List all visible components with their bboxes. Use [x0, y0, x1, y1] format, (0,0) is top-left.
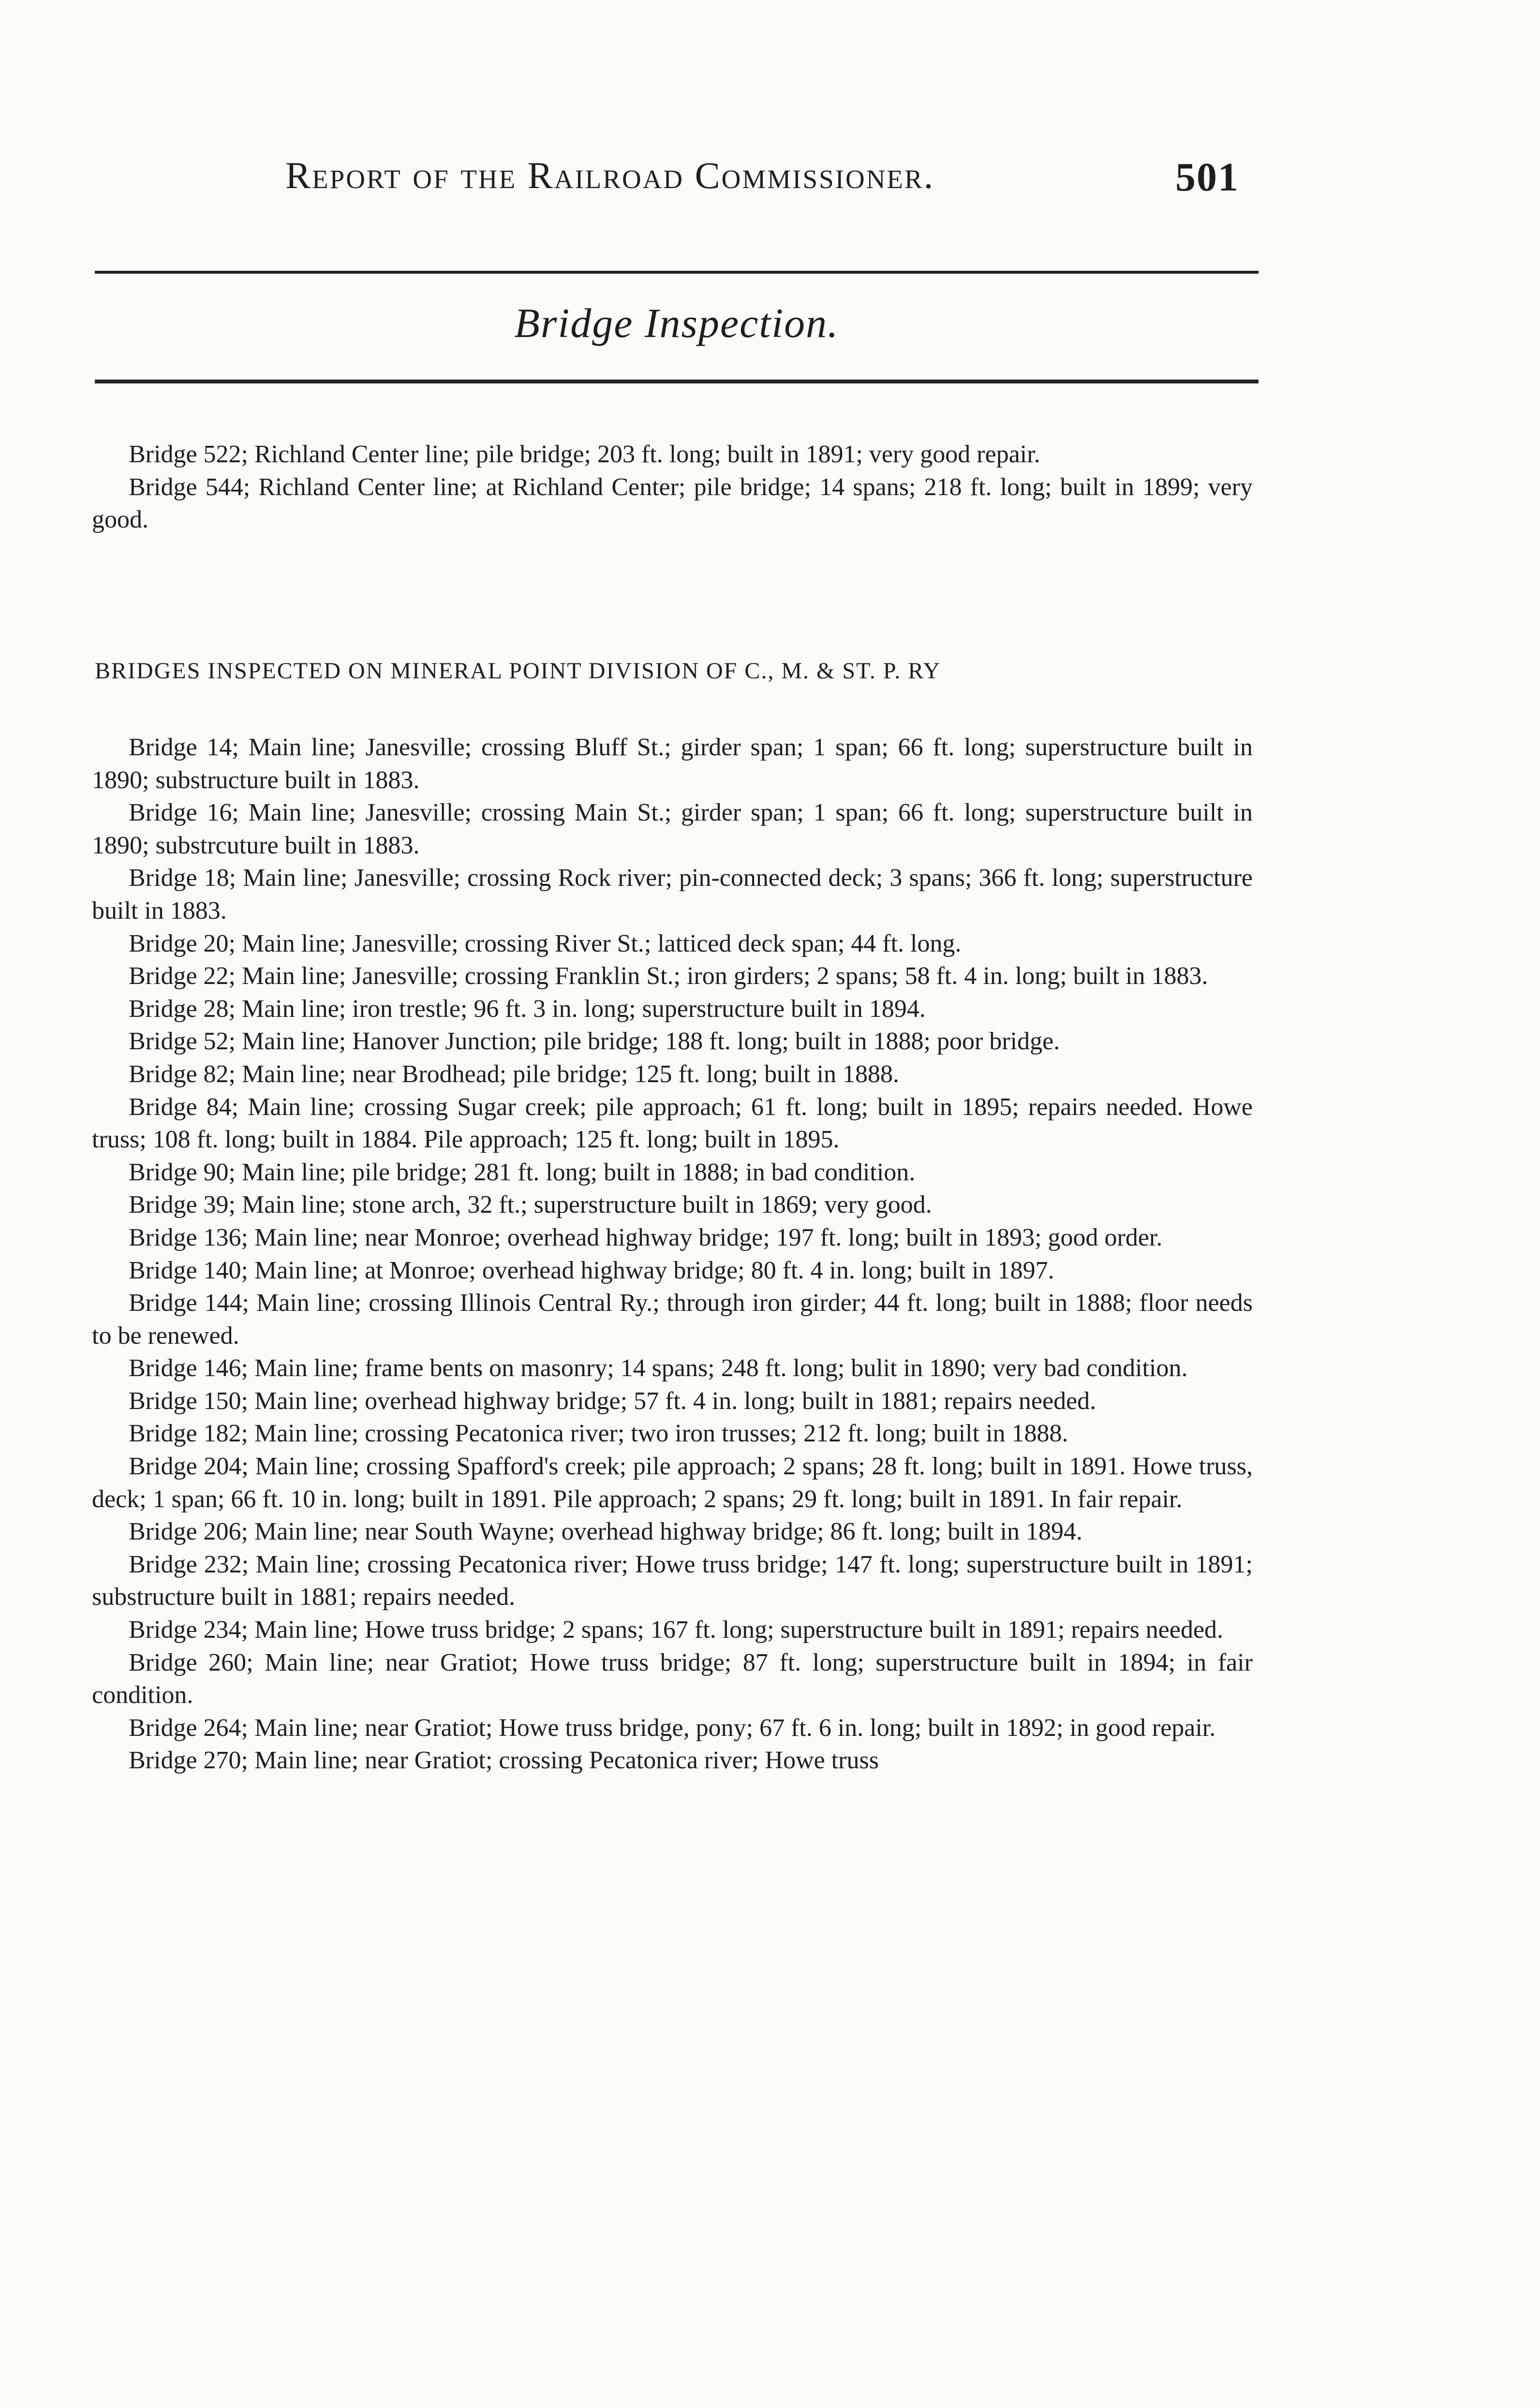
- bridge-entry: Bridge 206; Main line; near South Wayne; overhead highway bridge; 86 ft. long; built in 1894.: [129, 1518, 1082, 1546]
- mineral-point-entries: [92, 731, 1253, 1777]
- page-number: 501: [1175, 155, 1239, 200]
- bridge-entry: Bridge 146; Main line; frame bents on masonry; 14 spans; 248 ft. long; bulit in 1890; very bad condition.: [129, 1354, 1188, 1382]
- bridge-entry: Bridge 232; Main line; crossing Pecatonica river; Howe truss bridge; 147 ft. long; superstructure built in 1891; substructure built in 1881; repairs needed.: [92, 1550, 1253, 1611]
- bridge-entry: Bridge 270; Main line; near Gratiot; crossing Pecatonica river; Howe truss: [129, 1747, 879, 1775]
- bridge-entry: Bridge 28; Main line; iron trestle; 96 ft. 3 in. long; superstructure built in 1894.: [129, 995, 926, 1023]
- bridge-entry: Bridge 204; Main line; crossing Spafford's creek; pile approach; 2 spans; 28 ft. long; built in 1891. Howe truss, deck; 1 span; 66 ft. 10 in. long; built in 1891. Pile approach; 2 spans; 29 ft. long; built in 1891. In fair repair.: [92, 1453, 1253, 1513]
- bridge-entry: Bridge 144; Main line; crossing Illinois Central Ry.; through iron girder; 44 ft. long; built in 1888; floor needs to be renewed.: [92, 1289, 1253, 1350]
- bridge-entry: Bridge 136; Main line; near Monroe; overhead highway bridge; 197 ft. long; built in 1893; good order.: [129, 1223, 1163, 1251]
- division-heading: BRIDGES INSPECTED ON MINERAL POINT DIVISION OF C., M. & ST. P. RY: [95, 658, 941, 684]
- bridge-entry: Bridge 52; Main line; Hanover Junction; pile bridge; 188 ft. long; built in 1888; poor bridge.: [129, 1028, 1060, 1056]
- bridge-entry: Bridge 39; Main line; stone arch, 32 ft.; superstructure built in 1869; very good.: [129, 1191, 932, 1219]
- bridge-entry: Bridge 260; Main line; near Gratiot; Howe truss bridge; 87 ft. long; superstructure built in 1894; in fair condition.: [92, 1648, 1253, 1709]
- richland-entries: [92, 438, 1253, 536]
- bridge-entry: Bridge 90; Main line; pile bridge; 281 ft. long; built in 1888; in bad condition.: [129, 1158, 916, 1186]
- bottom-rule: [95, 380, 1259, 383]
- running-title: Report of the Railroad Commissioner.: [285, 154, 935, 196]
- bridge-entry: Bridge 264; Main line; near Gratiot; Howe truss bridge, pony; 67 ft. 6 in. long; built in 1892; in good repair.: [129, 1714, 1216, 1742]
- bridge-entry: Bridge 82; Main line; near Brodhead; pile bridge; 125 ft. long; built in 1888.: [129, 1060, 899, 1088]
- bridge-entry: Bridge 84; Main line; crossing Sugar creek; pile approach; 61 ft. long; built in 1895; repairs needed. Howe truss; 108 ft. long; built in 1884. Pile approach; 125 ft. long; built in 1895.: [92, 1093, 1253, 1154]
- bridge-entry: Bridge 14; Main line; Janesville; crossing Bluff St.; girder span; 1 span; 66 ft. long; superstructure built in 1890; substructure built in 1883.: [92, 734, 1253, 794]
- bridge-entry: Bridge 522; Richland Center line; pile bridge; 203 ft. long; built in 1891; very good repair.: [129, 440, 1040, 468]
- bridge-entry: Bridge 16; Main line; Janesville; crossing Main St.; girder span; 1 span; 66 ft. long; superstructure built in 1890; substrcuture built in 1883.: [92, 799, 1253, 859]
- bridge-entry: Bridge 150; Main line; overhead highway bridge; 57 ft. 4 in. long; built in 1881; repairs needed.: [129, 1387, 1096, 1415]
- section-title: Bridge Inspection.: [514, 300, 839, 346]
- bridge-entry: Bridge 22; Main line; Janesville; crossing Franklin St.; iron girders; 2 spans; 58 ft. 4 in. long; built in 1883.: [129, 962, 1208, 990]
- top-rule: [95, 271, 1259, 274]
- bridge-entry: Bridge 544; Richland Center line; at Richland Center; pile bridge; 14 spans; 218 ft. long; built in 1899; very good.: [92, 473, 1253, 534]
- bridge-entry: Bridge 20; Main line; Janesville; crossing River St.; latticed deck span; 44 ft. long.: [129, 929, 962, 957]
- bridge-entry: Bridge 182; Main line; crossing Pecatonica river; two iron trusses; 212 ft. long; built in 1888.: [129, 1420, 1068, 1448]
- bridge-entry: Bridge 18; Main line; Janesville; crossing Rock river; pin-connected deck; 3 spans; 366 ft. long; superstructure built in 1883.: [92, 864, 1253, 925]
- bridge-entry: Bridge 234; Main line; Howe truss bridge; 2 spans; 167 ft. long; superstructure built in 1891; repairs needed.: [129, 1616, 1224, 1644]
- bridge-entry: Bridge 140; Main line; at Monroe; overhead highway bridge; 80 ft. 4 in. long; built in 1897.: [129, 1256, 1054, 1284]
